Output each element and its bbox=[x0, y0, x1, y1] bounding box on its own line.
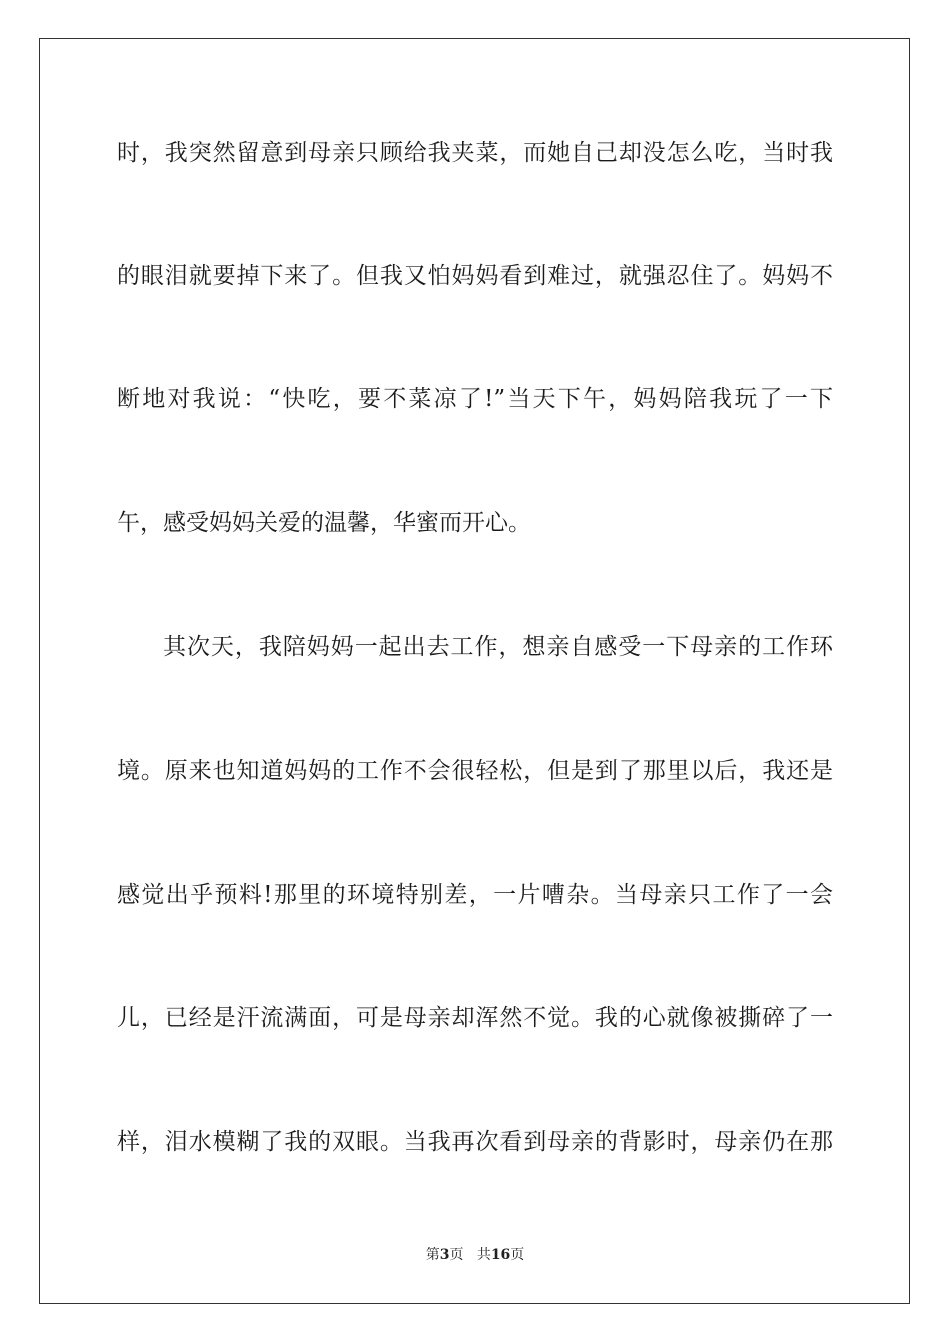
text-line: 断地对我说：“快吃，要不菜凉了!”当天下午，妈妈陪我玩了一下 bbox=[117, 386, 833, 412]
total-prefix: 共 bbox=[476, 1247, 491, 1263]
total-suffix: 页 bbox=[510, 1247, 525, 1263]
text-line: 的眼泪就要掉下来了。但我又怕妈妈看到难过，就强忍住了。妈妈不 bbox=[117, 263, 833, 289]
text-line: 样，泪水模糊了我的双眼。当我再次看到母亲的背影时，母亲仍在那 bbox=[117, 1129, 833, 1155]
text-line: 儿，已经是汗流满面，可是母亲却浑然不觉。我的心就像被撕碎了一 bbox=[117, 1005, 833, 1031]
text-line: 其次天，我陪妈妈一起出去工作，想亲自感受一下母亲的工作环 bbox=[163, 634, 833, 660]
total-pages: 16 bbox=[490, 1247, 511, 1263]
page-footer bbox=[0, 1246, 950, 1264]
text-line: 时，我突然留意到母亲只顾给我夹菜，而她自己却没怎么吃，当时我 bbox=[117, 140, 833, 166]
text-line: 午，感受妈妈关爱的温馨，华蜜而开心。 bbox=[117, 510, 531, 536]
page-border bbox=[39, 38, 910, 1304]
page-prefix: 第 bbox=[425, 1247, 440, 1263]
text-line: 境。原来也知道妈妈的工作不会很轻松，但是到了那里以后，我还是 bbox=[117, 758, 833, 784]
page-number: 3 bbox=[439, 1247, 450, 1263]
text-line: 感觉出乎预料!那里的环境特别差，一片嘈杂。当母亲只工作了一会 bbox=[117, 882, 833, 908]
page-suffix: 页 bbox=[449, 1247, 464, 1263]
